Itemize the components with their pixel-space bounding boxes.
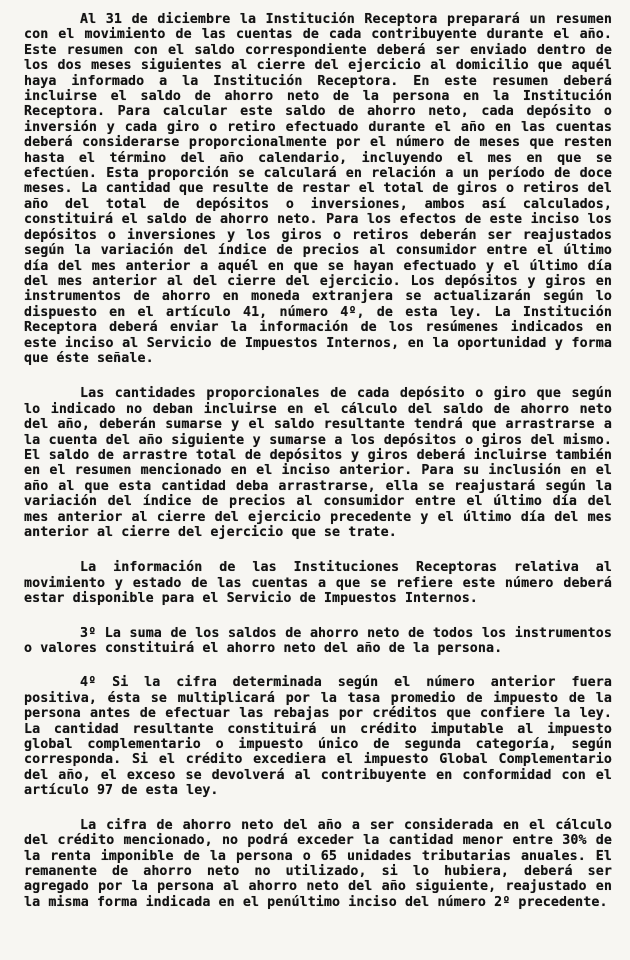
paragraph-annual-summary: Al 31 de diciembre la Institución Receptora preparará un resumen con el movimiento de las cuentas de cada contribuyente durante el año. Este resumen con el saldo correspondiente deberá ser enviado dentro de los dos meses siguientes al cierre del ejercicio al domicilio que aquél haya informado a la Institución Receptora. En este resumen deberá incluirse el saldo de ahorro neto de la persona en la Institución Receptora. Para calcular este saldo de ahorro neto, cada depósito o inversión y cada giro o retiro efectuado durante el año en las cuentas deberá considerarse proporcionalmente por el número de meses que resten hasta el término del año calendario, incluyendo el mes en que se efectúen. Esta proporción se calculará en relación a un período de doce meses. La cantidad que resulte de restar el total de giros o retiros del año del total de depósitos o inversiones, ambos así calculados, constituirá el saldo de ahorro neto. Para los efectos de este inciso los depósitos o inversiones y los giros o retiros deberán ser reajustados según la variación del índice de precios al consumidor entre el último día del mes anterior a aquél en que se hayan efectuado y el último día del mes anterior al del cierre del ejercicio. Los depósitos y giros en instrumentos de ahorro en moneda extranjera se actualizarán según lo dispuesto en el artículo 41, número 4º, de esta ley. La Institución Receptora deberá enviar la información de los resúmenes indicados en este inciso al Servicio de Impuestos Internos, en la oportunidad y forma que éste señale.	[24, 12, 612, 366]
paragraph-proportional-amounts: Las cantidades proporcionales de cada depósito o giro que según lo indicado no deban incluirse en el cálculo del saldo de ahorro neto del año, deberán sumarse y el saldo resultante tendrá que arrastrarse a la cuenta del año siguiente y sumarse a los depósitos o giros del mismo. El saldo de arrastre total de depósitos y giros deberá incluirse también en el resumen mencionado en el inciso anterior. Para su inclusión en el año al que esta cantidad deba arrastrarse, ella se reajustará según la variación del índice de precios al consumidor entre el último día del mes anterior al cierre del ejercicio precedente y el último día del mes anterior al cierre del ejercicio que se trate.	[24, 386, 612, 540]
paragraph-receptor-information: La información de las Instituciones Receptoras relativa al movimiento y estado de las cuentas a que se refiere este número deberá estar disponible para el Servicio de Impuestos Internos.	[24, 560, 612, 607]
paragraph-credit-limit: La cifra de ahorro neto del año a ser considerada en el cálculo del crédito mencionado, no podrá exceder la cantidad menor entre 30% de la renta imponible de la persona o 65 unidades tributarias anuales. El remanente de ahorro neto no utilizado, si lo hubiera, deberá ser agregado por la persona al ahorro neto del año siguiente, reajustado en la misma forma indicada en el penúltimo inciso del número 2º precedente.	[24, 817, 612, 910]
paragraph-item-4: 4º Si la cifra determinada según el número anterior fuera positiva, ésta se multiplicará por la tasa promedio de impuesto de la persona antes de efectuar las rebajas por créditos que confiere la ley. La cantidad resultante constituirá un crédito imputable al impuesto global complementario o impuesto único de segunda categoría, según corresponda. Si el crédito excediera el impuesto Global Complementario del año, el exceso se devolverá al contribuyente en conformidad con el artículo 97 de esta ley.	[24, 675, 612, 799]
paragraph-item-3: 3º La suma de los saldos de ahorro neto de todos los instrumentos o valores constituirá el ahorro neto del año de la persona.	[24, 625, 612, 657]
